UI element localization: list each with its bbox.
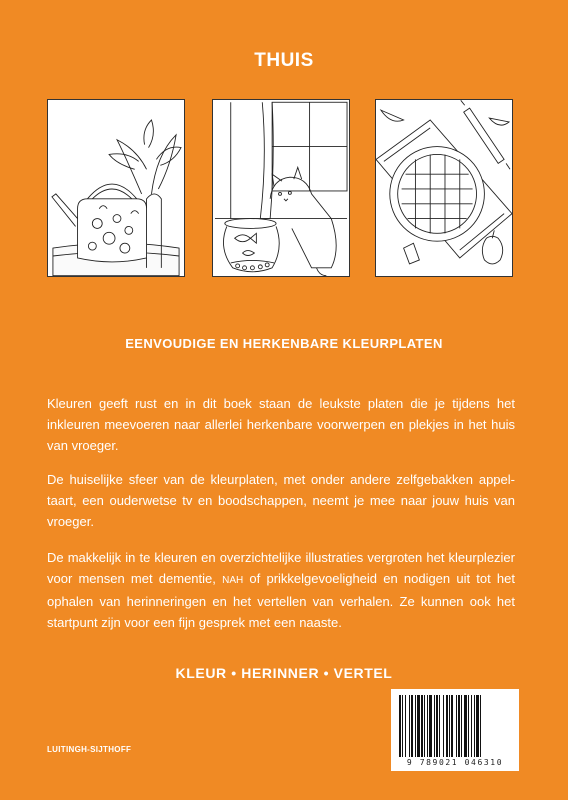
description-paragraph-1: Kleuren geeft rust en in dit boek staan de leukste platen die je tijdens het inkleuren meevoeren naar allerlei herkenbare voorwerpen en plekjes in het huis van vroeger. <box>47 396 515 453</box>
subtitle: EENVOUDIGE EN HERKENBARE KLEURPLATEN <box>125 336 443 351</box>
barcode-bars <box>397 695 513 757</box>
paragraph-3-part-2: of prikkelgevoeligheid en nodigen uit tot het ophalen van herinneringen en het vertellen van verhalen. Ze kunnen ook het startpunt zijn voor een fijn gesprek met een naaste. <box>47 571 515 630</box>
illustration-apple-pie <box>375 99 513 277</box>
illustration-cat-fishbowl <box>212 99 350 277</box>
description-paragraph-2: De huiselijke sfeer van de kleurplaten, met onder andere zelfgebakken appeltaart, een ouderwetse tv en boodschappen, neemt je mee naar jouw huis van vroeger. <box>47 472 515 529</box>
isbn-barcode <box>391 689 519 771</box>
publisher-logo: LUITINGH-SIJTHOFF <box>47 745 132 754</box>
nah-abbreviation: NAH <box>222 575 244 586</box>
illustration-watering-can <box>47 99 185 277</box>
paragraph-3-part-1: De makkelijk in te kleuren en overzichtelijke illustraties vergroten het kleurplezier voor mensen met dementie, <box>47 550 515 586</box>
description-paragraph-3 <box>47 547 515 633</box>
tagline: KLEUR • HERINNER • VERTEL <box>175 665 393 681</box>
back-cover-title: THUIS <box>254 50 314 71</box>
isbn-number: 9 789021 046310 <box>406 758 504 767</box>
